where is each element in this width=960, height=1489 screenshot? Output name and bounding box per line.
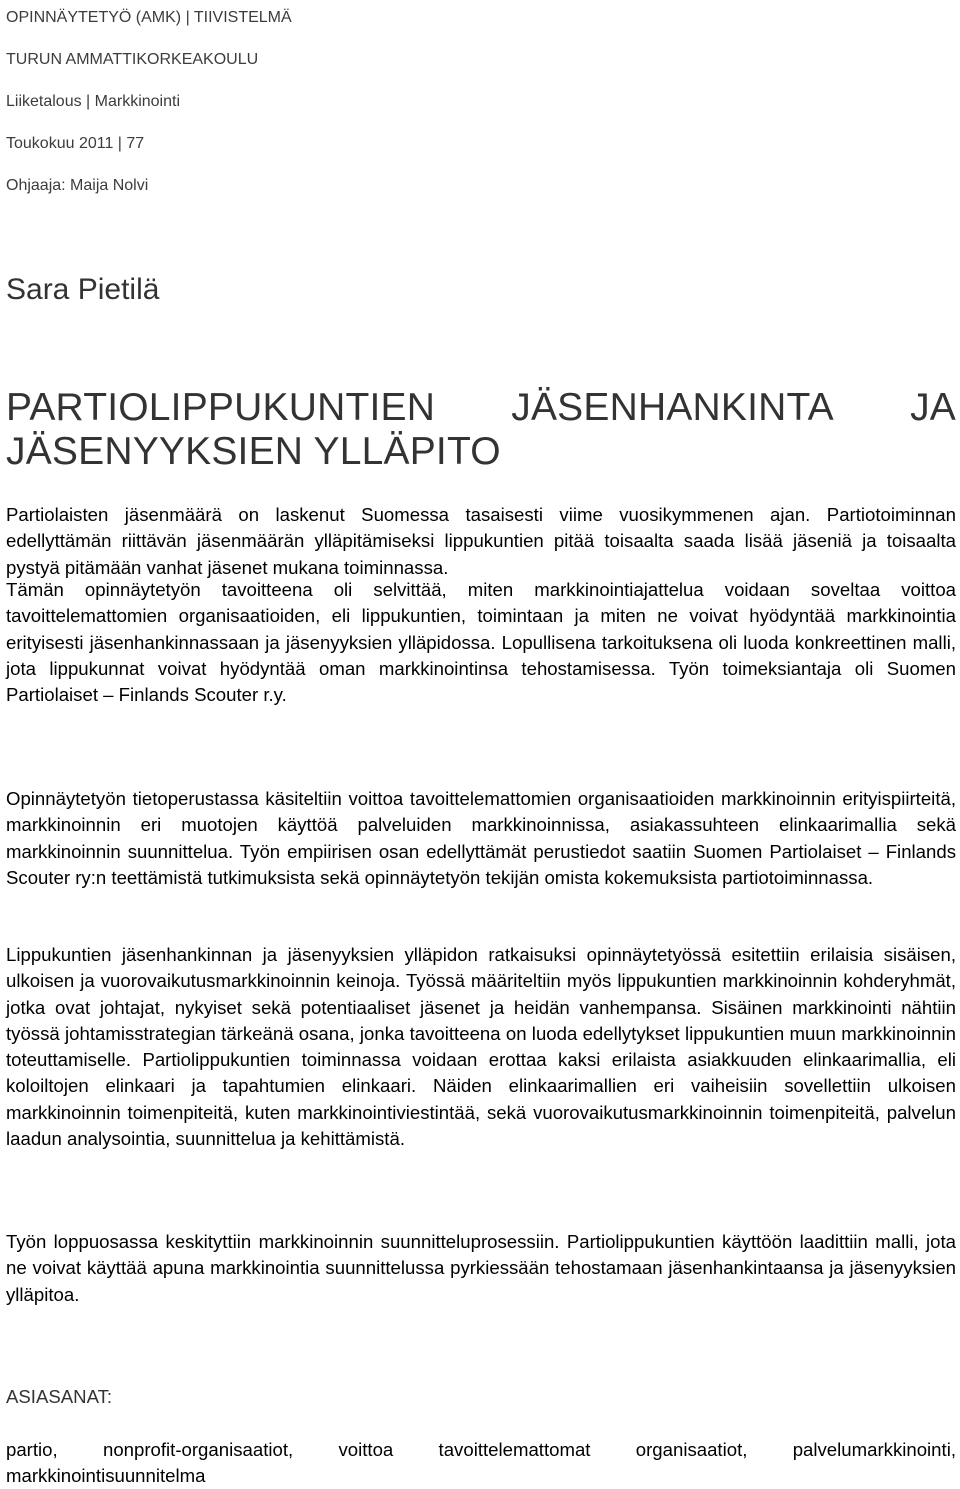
- keywords-text: partio, nonprofit-organisaatiot, voittoa tavoittelemattomat organisaatiot, palvelumarkkinointi, markkinointisuunnitelma: [6, 1439, 956, 1486]
- thesis-title: [6, 386, 956, 474]
- title-line-1: [6, 386, 956, 430]
- title-word-3: JA: [910, 386, 956, 429]
- title-word-1: PARTIOLIPPUKUNTIEN: [6, 386, 436, 429]
- abstract-paragraph-3: Opinnäytetyön tietoperustassa käsiteltiin voittoa tavoittelemattomien organisaatioiden markkinoinnin erityispiirteitä, markkinoinnin eri muotojen käyttöä palveluiden markkinoinnissa, asiakassuhteen elinkaarimallia sekä markkinoinnin suunnittelua. Työn empiirisen osan edellyttämät perustiedot saatiin Suomen Partiolaiset – Finlands Scouter ry:n teettämistä tutkimuksista sekä opinnäytetyön tekijän omista kokemuksista partiotoiminnassa.: [6, 788, 956, 888]
- degree-programme-line: Liiketalous | Markkinointi: [6, 93, 181, 110]
- abstract-paragraph-1: Partiolaisten jäsenmäärä on laskenut Suomessa tasaisesti viime vuosikymmenen ajan. Partiotoiminnan edellyttämän riittävän jäsenmäärän ylläpitämiseksi lippukuntien pitää toisaalta saada lisää jäseniä ja toisaalta pystyä pitämään vanhat jäsenet mukana toiminnassa.: [6, 504, 956, 578]
- abstract-paragraph-4: Lippukuntien jäsenhankinnan ja jäsenyyksien ylläpidon ratkaisuksi opinnäytetyössä esitettiin erilaisia sisäisen, ulkoisen ja vuorovaikutusmarkkinoinnin keinoja. Työssä määriteltiin myös lippukuntien markkinoinnin kohderyhmät, jotka ovat johtajat, nykyiset sekä potentiaaliset jäsenet ja heidän vanhempansa. Sisäinen markkinointi nähtiin työssä johtamisstrategian tärkeänä osana, jonka tavoitteena on luoda edellytykset lippukuntien muun markkinoinnin toteuttamiselle. Partiolippukuntien toiminnassa voidaan erottaa kaksi erilaista asiakkuuden elinkaarimallia, eli koloiltojen elinkaari ja tapahtumien elinkaari. Näiden elinkaarimallien eri vaiheisiin sovellettiin ulkoisen markkinoinnin toimenpiteitä, kuten markkinointiviestintää, sekä vuorovaikutusmarkkinoinnin toimenpiteitä, palvelun laadun analysointia, suunnittelua ja kehittämistä.: [6, 944, 956, 1150]
- title-word-2: JÄSENHANKINTA: [511, 386, 834, 429]
- supervisor-line: Ohjaaja: Maija Nolvi: [6, 177, 149, 194]
- abstract-paragraph-5: Työn loppuosassa keskityttiin markkinoinnin suunnitteluprosessiin. Partiolippukuntien käyttöön laadittiin malli, jota ne voivat käyttää apuna markkinointia suunnittelussa pyrkiessään tehostamaan jäsenhankintaansa ja jäsenyyksien ylläpitoa.: [6, 1231, 956, 1305]
- thesis-type-line: OPINNÄYTETYÖ (AMK) | TIIVISTELMÄ: [6, 9, 292, 26]
- institution-line: TURUN AMMATTIKORKEAKOULU: [6, 51, 259, 68]
- abstract-paragraph-2: Tämän opinnäytetyön tavoitteena oli selvittää, miten markkinointiajattelua voidaan soveltaa voittoa tavoittelemattomien organisaatioiden, eli lippukuntien, toimintaan ja miten ne voivat hyödyntää markkinointia erityisesti jäsenhankinnassaan ja jäsenyyksien ylläpidossa. Lopullisena tarkoituksena oli luoda konkreettinen malli, jota lippukunnat voivat hyödyntää oman markkinointinsa tehostamisessa. Työn toimeksiantaja oli Suomen Partiolaiset – Finlands Scouter r.y.: [6, 579, 956, 706]
- author-name: Sara Pietilä: [6, 273, 160, 306]
- date-pages-line: Toukokuu 2011 | 77: [6, 135, 145, 152]
- title-line-2: JÄSENYYKSIEN YLLÄPITO: [6, 430, 501, 473]
- keywords-label: ASIASANAT:: [6, 1386, 113, 1407]
